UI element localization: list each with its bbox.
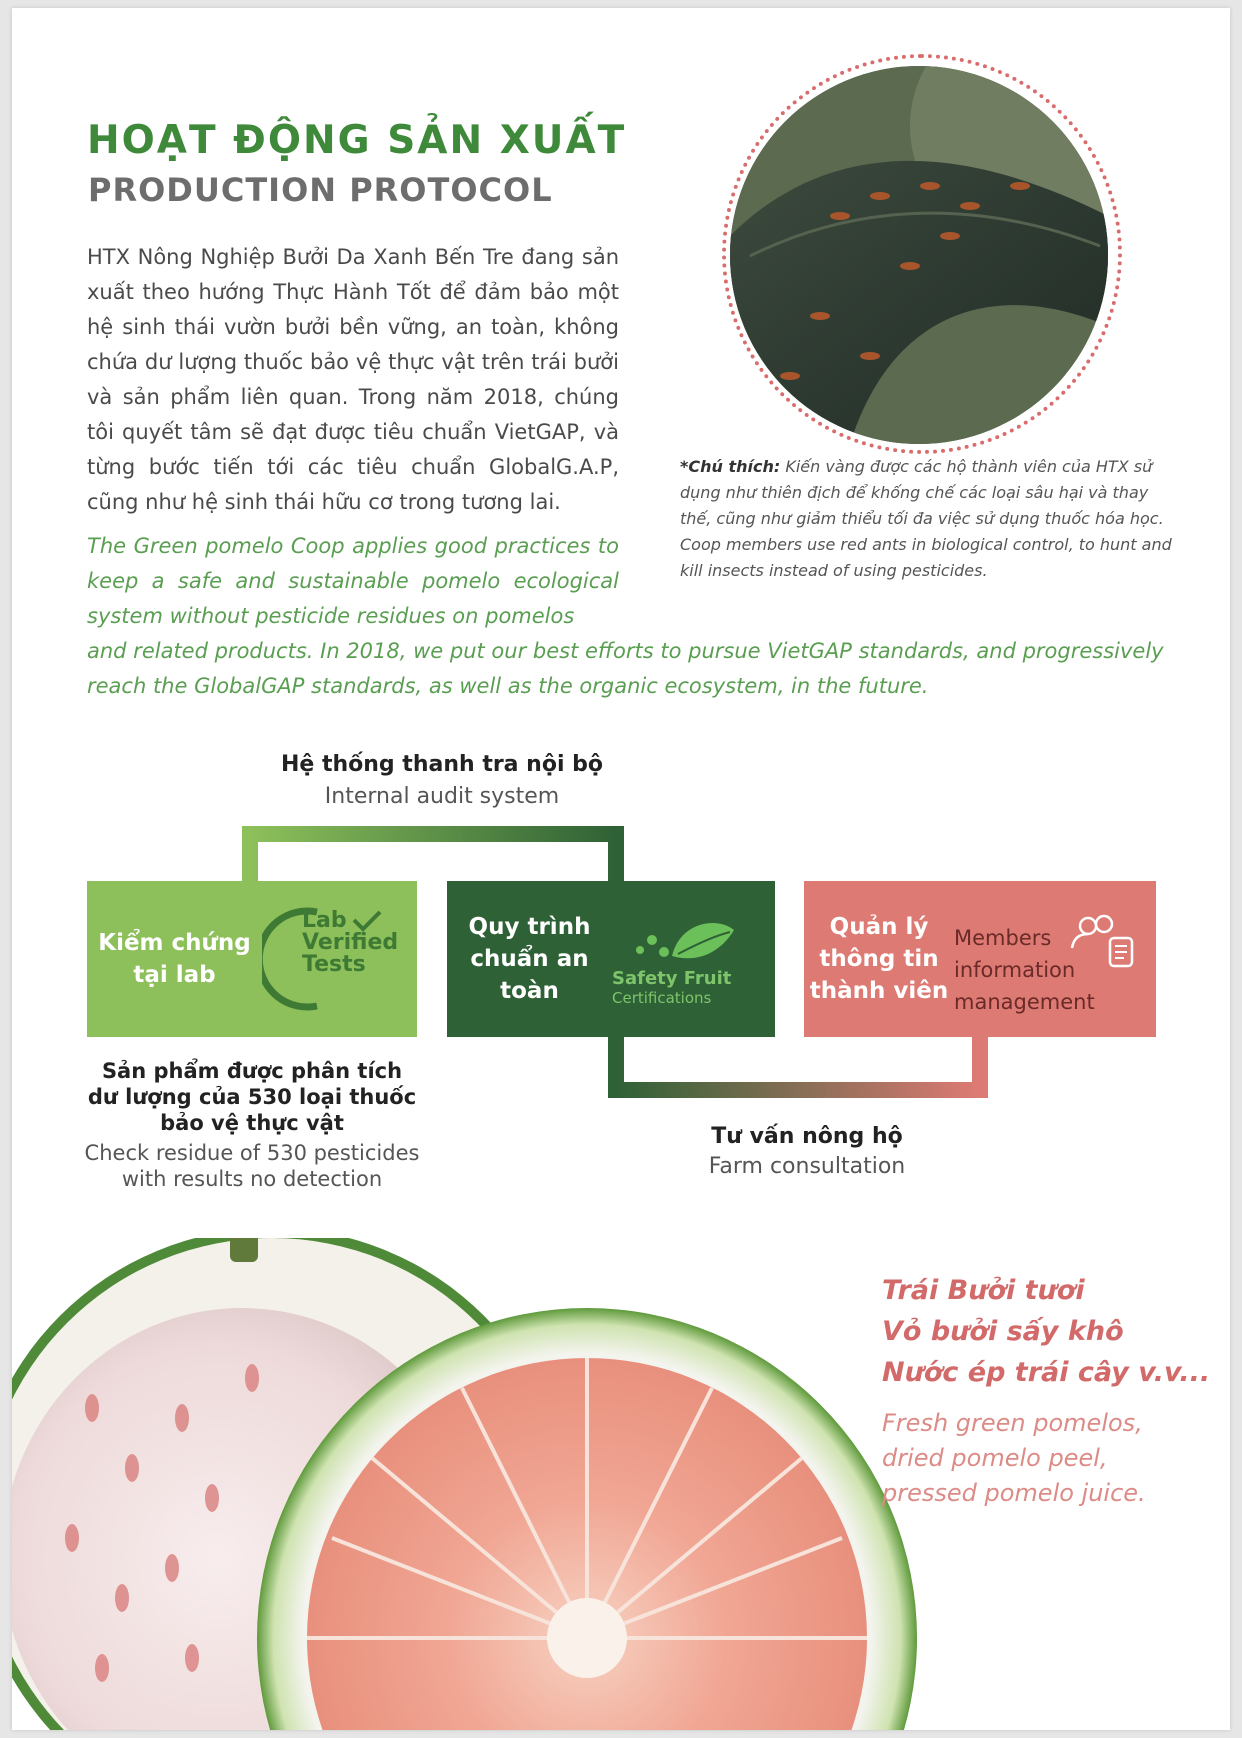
product-en-1: Fresh green pomelos, [882,1409,1143,1437]
safety-fruit-logo [612,904,772,1014]
lab-logo-line2: Verified [302,930,399,955]
caption-label: *Chú thích: [680,457,781,476]
products-english [882,1406,1146,1511]
safety-logo-line1: Safety Fruit [612,968,732,989]
safety-process-box [447,881,775,1037]
audit-label-en: Internal audit system [324,784,560,809]
title-vietnamese: HOẠT ĐỘNG SẢN XUẤT [87,118,627,163]
product-vn-3: Nước ép trái cây v.v... [882,1357,1211,1388]
audit-label-vn: Hệ thống thanh tra nội bộ [280,752,604,777]
member-en-line1: Members [954,926,1052,950]
products-vietnamese [882,1270,1210,1393]
caption-text: Kiến vàng được các hộ thành viên của HTX sử dụng như thiên địch để khống chế các loại sâu hại và thay thế, cũng như giảm thiểu tối đa việc sử dụng thuốc hóa học. Coop members use red ants in biological control, to hunt and kill insects instead of using pesticides. [680,457,1172,580]
lab-desc-vn-3: bảo vệ thực vật [160,1111,344,1135]
intro-paragraph-en-part1: The Green pomelo Coop applies good practices to keep a safe and sustainable pomelo ecological system without pesticide residues on pomelos [87,534,619,628]
lab-desc-en-1: Check residue of 530 pesticides [84,1141,420,1165]
member-box-line1: Quản lý [829,914,929,940]
farm-consult-vn: Tư vấn nông hộ [711,1124,903,1149]
member-box-line2: thông tin [819,946,939,972]
lab-logo-line3: Tests [302,952,366,977]
document-page [12,8,1230,1730]
farm-consult-en: Farm consultation [708,1154,906,1179]
member-box-line3: thành viên [809,978,949,1004]
title-english: PRODUCTION PROTOCOL [88,171,553,209]
safety-logo-line2: Certifications [612,989,712,1007]
users-document-icon [1066,912,1136,972]
safety-box-line3: toàn [500,978,559,1004]
member-info-logo [954,904,1144,1014]
member-info-box [804,881,1156,1037]
intro-paragraph-vn: HTX Nông Nghiệp Bưởi Da Xanh Bến Tre đang sản xuất theo hướng Thực Hành Tốt để đảm bảo một hệ sinh thái vườn bưởi bền vững, an toàn, không chứa dư lượng thuốc bảo vệ thực vật trên trái bưởi và sản phẩm liên quan. Trong năm 2018, chúng tôi quyết tâm sẽ đạt được tiêu chuẩn VietGAP, và từng bước tiến tới các tiêu chuẩn GlobalG.A.P, cũng như hệ sinh thái hữu cơ trong tương lai. [87,245,619,514]
lab-logo-line1: Lab [302,908,347,933]
lab-desc-vn-2: dư lượng của 530 loại thuốc [87,1085,417,1109]
leaf-icon [622,912,742,972]
lab-box-line2: tại lab [133,962,216,988]
safety-box-line2: chuẩn an [470,946,589,972]
lab-desc-vn-1: Sản phẩm được phân tích [101,1059,403,1083]
product-vn-2: Vỏ bưởi sấy khô [882,1316,1124,1347]
safety-box-line1: Quy trình [468,914,591,940]
lab-verified-box [87,881,417,1037]
member-en-line2: information [954,958,1076,982]
member-en-line3: management [954,990,1095,1014]
product-en-3: pressed pomelo juice. [882,1479,1146,1507]
lab-desc-en-2: with results no detection [121,1167,383,1191]
product-vn-1: Trái Bưởi tươi [882,1275,1085,1306]
lab-verified-logo [262,904,412,1014]
intro-paragraph-en-part2: and related products. In 2018, we put our best efforts to pursue VietGAP standards, and progressively reach the GlobalGAP standards, as well as the organic ecosystem, in the future. [87,639,1164,698]
product-en-2: dried pomelo peel, [882,1444,1108,1472]
lab-test-description [72,1058,432,1192]
lab-box-line1: Kiểm chứng [98,930,251,956]
